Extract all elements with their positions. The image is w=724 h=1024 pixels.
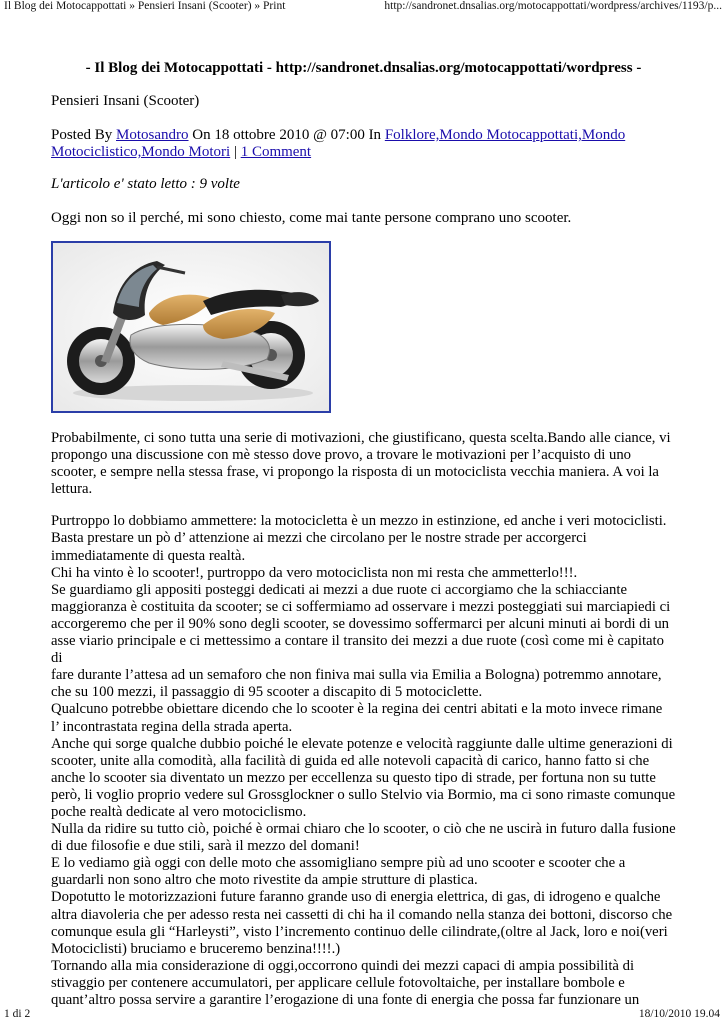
motorcycle-illustration bbox=[53, 243, 329, 411]
view-count-label: L'articolo e' stato letto : bbox=[51, 176, 196, 192]
view-count-value: 9 volte bbox=[199, 176, 240, 192]
text-line: comunque esula gli “Harleysti”, visto l’incremento continuo delle cilindrate,(oltre al Jack, loro e noi(veri bbox=[51, 923, 668, 940]
text-line: scooter, e sempre nella stessa frase, vi propongo la risposta di un motociclista vecchia maniera. A voi la bbox=[51, 464, 659, 481]
text-line: Motociclisti) bruciamo e bruceremo benzina!!!!.) bbox=[51, 940, 341, 957]
page-counter: 1 di 2 bbox=[4, 1008, 31, 1020]
text-line: di due filosofie e due stili, sarà il mezzo del domani! bbox=[51, 838, 360, 855]
text-line: anche lo scooter sia diventato un mezzo per eccellenza su questo tipo di strade, per fortuna non su tutte bbox=[51, 769, 656, 786]
posted-by-label: Posted By bbox=[51, 127, 113, 143]
text-line: quant’altro possa servire a garantire l’erogazione di una fonte di energia che possa far funzionare un bbox=[51, 992, 640, 1008]
text-line: Anche qui sorge qualche dubbio poiché le elevate potenze e velocità raggiunte dalle ultime generazioni di bbox=[51, 735, 673, 752]
text-line: Tornando alla mia considerazione di oggi,occorrono quindi dei mezzi capaci di ampia possibilità di bbox=[51, 957, 635, 974]
text-line: lettura. bbox=[51, 481, 93, 498]
text-line: Dopotutto le motorizzazioni future faranno grande uso di energia elettrica, di gas, di idrogeno e qualche bbox=[51, 889, 661, 906]
text-line: Qualcuno potrebbe obiettare dicendo che lo scooter è la regina dei centri abitati e la moto invece rimane bbox=[51, 701, 663, 718]
comments-link[interactable]: 1 Comment bbox=[240, 144, 312, 160]
text-line: Nulla da ridire su tutto ciò, poiché è ormai chiaro che lo scooter, o ciò che ne uscirà in futuro dalla fusione bbox=[51, 821, 676, 838]
text-line: Probabilmente, ci sono tutta una serie di motivazioni, che giustificano, questa scelta.Bando alle ciance, vi bbox=[51, 430, 671, 446]
print-content bbox=[51, 60, 676, 1009]
text-line: che su 100 mezzi, il passaggio di 95 scooter a discapito di 5 motociclette. bbox=[51, 684, 483, 701]
text-line: E lo vediamo già oggi con delle moto che assomigliano sempre più ad uno scooter e scooter che a bbox=[51, 855, 626, 872]
text-line: poche realtà dedicate al vero motociclismo. bbox=[51, 803, 307, 820]
text-line: Se guardiamo gli appositi posteggi dedicati ai mezzi a due ruote ci accorgiamo che la schiacciante bbox=[51, 581, 627, 598]
text-line: Purtroppo lo dobbiamo ammettere: la motocicletta è un mezzo in estinzione, ed anche i veri motociclisti. bbox=[51, 513, 667, 530]
text-line: altra diavoleria che per adesso resta nei cassetti di chi ha il comando nella stanza dei bottoni, discorso che bbox=[51, 906, 673, 923]
meta-separator: | bbox=[233, 144, 237, 160]
text-line: scooter, unite alla comodità, alla facilità di guida ed alle notevoli capacità di carico, hanno fatto si che bbox=[51, 752, 650, 769]
post-title: Pensieri Insani (Scooter) bbox=[51, 93, 200, 109]
text-line: guardarli non sono altro che moto rivestite da ampie strutture di plastica. bbox=[51, 872, 478, 889]
text-line: l’ incontrastata regina della strada aperta. bbox=[51, 718, 293, 735]
print-header-title: Il Blog dei Motocappottati » Pensieri Insani (Scooter) » Print bbox=[4, 0, 286, 12]
author-link[interactable]: Motosandro bbox=[116, 127, 189, 143]
categories-link[interactable]: Folklore,Mondo Motocappottati,Mondo Motociclistico,Mondo Motori bbox=[51, 127, 626, 160]
text-line: però, li voglio proprio vedere sul Grossglockner o sullo Stelvio via Bormio, ma ci sono rimaste comunque bbox=[51, 786, 676, 803]
text-line: Basta prestare un pò d’ attenzione ai mezzi che circolano per le nostre strade per accorgerci bbox=[51, 530, 587, 547]
post-meta bbox=[51, 127, 676, 161]
site-title: - Il Blog dei Motocappottati - http://sandronet.dnsalias.org/motocappottati/wordpress - bbox=[85, 60, 642, 76]
text-line: fare durante l’attesa ad un semaforo che non finiva mai sulla via Emilia a Bologna) potremmo annotare, bbox=[51, 667, 662, 684]
text-line: accorgeremo che per il 90% sono degli scooter, se dovessimo soffermarci per alcuni minuti ai bordi di un bbox=[51, 615, 670, 632]
paragraph-1 bbox=[51, 430, 676, 498]
intro-paragraph: Oggi non so il perché, mi sono chiesto, come mai tante persone comprano uno scooter. bbox=[51, 210, 572, 226]
text-line: propongo una discussione con mè stesso dove provo, a trovare le motivazioni per l’acquisto di uno bbox=[51, 447, 632, 464]
print-timestamp: 18/10/2010 19.04 bbox=[638, 1008, 720, 1020]
text-line: Chi ha vinto è lo scooter!, purtroppo da vero motociclista non mi resta che ammetterlo!!!. bbox=[51, 564, 578, 581]
scooter-image bbox=[51, 241, 331, 413]
paragraph-2 bbox=[51, 513, 676, 1009]
post-date: On 18 ottobre 2010 @ 07:00 In bbox=[192, 127, 382, 143]
text-line: stivaggio per contenere accumulatori, per applicare cellule fotovoltaiche, per installare bombole e bbox=[51, 974, 625, 991]
text-line: immediatamente di questa realtà. bbox=[51, 547, 246, 564]
view-count bbox=[51, 176, 676, 193]
text-line: maggioranza è costituita da scooter; se ci soffermiamo ad osservare i mezzi posteggiati sui marciapiedi ci bbox=[51, 598, 671, 615]
text-line: asse viario principale e ci mettessimo a contare il transito dei mezzi a due ruote (così come mi è capitato di bbox=[51, 633, 664, 667]
print-header-url: http://sandronet.dnsalias.org/motocappottati/wordpress/archives/1193/p... bbox=[384, 0, 722, 12]
